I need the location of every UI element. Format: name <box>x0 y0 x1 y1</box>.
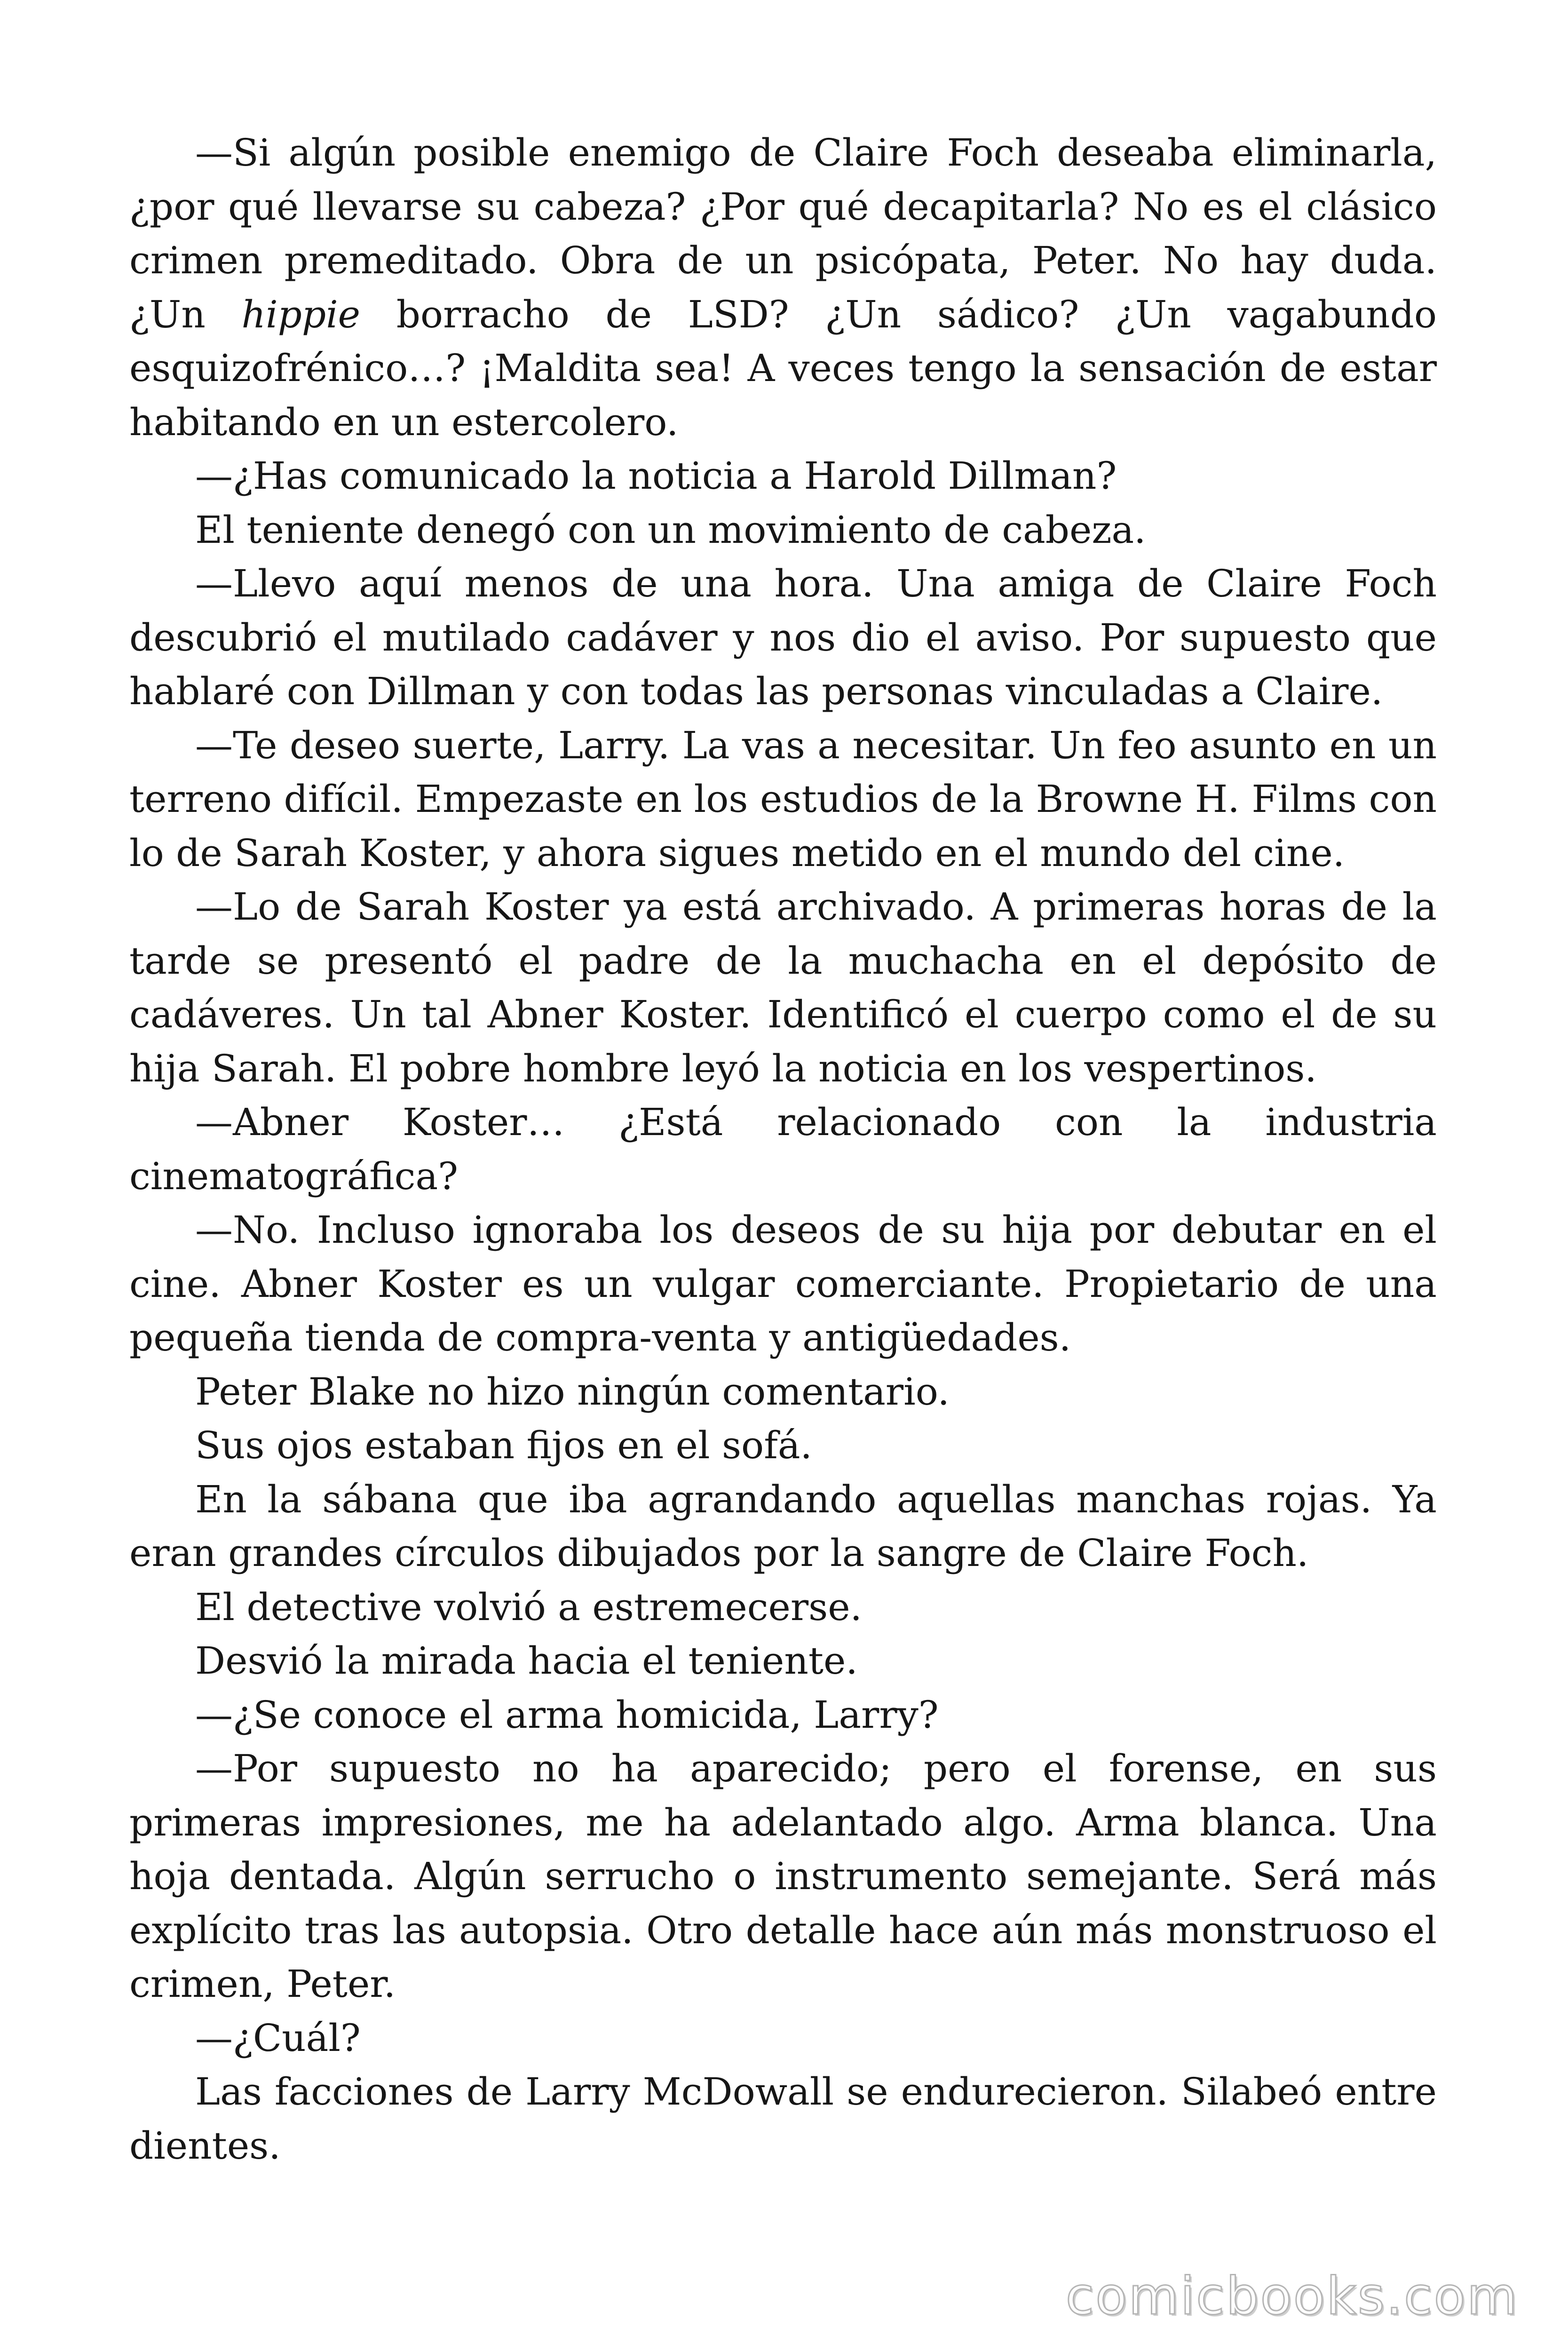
paragraph: —No. Incluso ignoraba los deseos de su hija por debutar en el cine. Abner Koster es un vulgar comerciante. Propietario de una pequeña tienda de compra-venta y antigüedades. <box>129 1208 1437 1359</box>
paragraph: —Abner Koster… ¿Está relacionado con la industria cinematográfica? <box>129 1100 1437 1198</box>
paragraph: —Por supuesto no ha aparecido; pero el forense, en sus primeras impresiones, me ha adelantado algo. Arma blanca. Una hoja dentada. Algún serrucho o instrumento semejante. Será más explícito tras las autopsia. Otro detalle hace aún más monstruoso el crimen, Peter. <box>129 1747 1437 2006</box>
paragraph: El detective volvió a estremecerse. <box>195 1585 862 1629</box>
paragraph: Peter Blake no hizo ningún comentario. <box>195 1369 950 1414</box>
watermark: comicbooks.com <box>1065 2266 1519 2326</box>
paragraph: —¿Se conoce el arma homicida, Larry? <box>195 1692 939 1737</box>
paragraph-text: —Si algún posible enemigo de Claire Foch deseaba eliminarla, ¿por qué llevarse su cabeza? ¿Por qué decapitarla? No es el clásico crimen premeditado. Obra de un psicópata, Peter. No hay duda. ¿Un <box>129 131 1437 336</box>
book-page-text <box>129 126 1437 2173</box>
italic-word: hippie <box>241 292 361 336</box>
paragraph: En la sábana que iba agrandando aquellas manchas rojas. Ya eran grandes círculos dibujados por la sangre de Claire Foch. <box>129 1477 1437 1575</box>
paragraph: —¿Has comunicado la noticia a Harold Dillman? <box>195 454 1117 498</box>
paragraph-text: borracho de LSD? ¿Un sádico? ¿Un vagabundo esquizofrénico…? ¡Maldita sea! A veces tengo la sensación de estar habitando en un estercolero. <box>129 292 1437 444</box>
paragraph <box>129 126 1437 449</box>
paragraph: —Llevo aquí menos de una hora. Una amiga de Claire Foch descubrió el mutilado cadáver y nos dio el aviso. Por supuesto que hablaré con Dillman y con todas las personas vinculadas a Claire. <box>129 562 1437 713</box>
paragraph: Las facciones de Larry McDowall se endurecieron. Silabeó entre dientes. <box>129 2070 1437 2168</box>
paragraph: —¿Cuál? <box>195 2016 361 2060</box>
paragraph: El teniente denegó con un movimiento de cabeza. <box>195 508 1146 552</box>
paragraph: —Te deseo suerte, Larry. La vas a necesitar. Un feo asunto en un terreno difícil. Empezaste en los estudios de la Browne H. Films con lo de Sarah Koster, y ahora sigues metido en el mundo del cine. <box>129 723 1437 875</box>
paragraph: Sus ojos estaban fijos en el sofá. <box>195 1423 812 1467</box>
paragraph: Desvió la mirada hacia el teniente. <box>195 1639 858 1683</box>
paragraph: —Lo de Sarah Koster ya está archivado. A primeras horas de la tarde se presentó el padre de la muchacha en el depósito de cadáveres. Un tal Abner Koster. Identificó el cuerpo como el de su hija Sarah. El pobre hombre leyó la noticia en los vespertinos. <box>129 885 1437 1090</box>
